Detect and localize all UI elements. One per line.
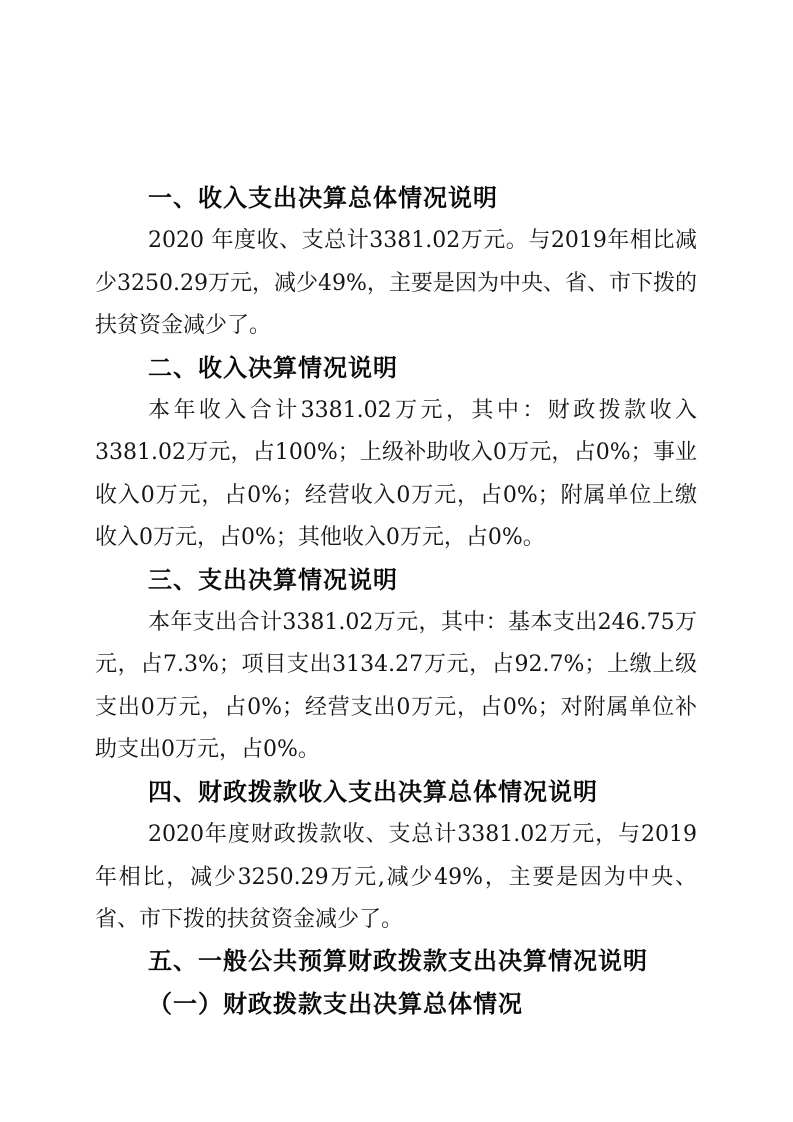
section-income-final-accounts [95,348,697,560]
section-3-paragraph: 本年支出合计3381.02万元，其中：基本支出246.75万元，占7.3%；项目支出3134.27万元，占92.7%；上缴上级支出0万元，占0%；经营支出0万元，占0%；对附属单位补助支出0万元，占0%。 [95,610,697,763]
section-1-paragraph: 2020 年度收、支总计3381.02万元。与2019年相比减少3250.29万元，减少49%，主要是因为中央、省、市下拨的扶贫资金减少了。 [95,228,697,339]
section-general-public-budget-expenditure [95,941,697,1026]
section-expenditure-final-accounts [95,560,697,772]
section-2-paragraph: 本年收入合计3381.02万元，其中：财政拨款收入3381.02万元，占100%；上级补助收入0万元，占0%；事业收入0万元，占0%；经营收入0万元，占0%；附属单位上缴收入0万元，占0%；其他收入0万元，占0%。 [95,398,697,551]
section-4-heading: 四、财政拨款收入支出决算总体情况说明 [148,778,598,806]
section-3-heading: 三、支出决算情况说明 [148,566,398,594]
section-income-expenditure-overview [95,178,697,348]
section-5-heading: 五、一般公共预算财政拨款支出决算情况说明 [148,948,648,976]
section-5-subheading: （一）财政拨款支出决算总体情况 [148,990,523,1018]
section-2-heading: 二、收入决算情况说明 [148,354,398,382]
section-1-heading: 一、收入支出决算总体情况说明 [148,185,498,212]
section-4-paragraph: 2020年度财政拨款收、支总计3381.02万元，与2019年相比，减少3250.29万元,减少49%，主要是因为中央、省、市下拨的扶贫资金减少了。 [95,822,697,932]
section-fiscal-appropriation-overview [95,772,697,942]
